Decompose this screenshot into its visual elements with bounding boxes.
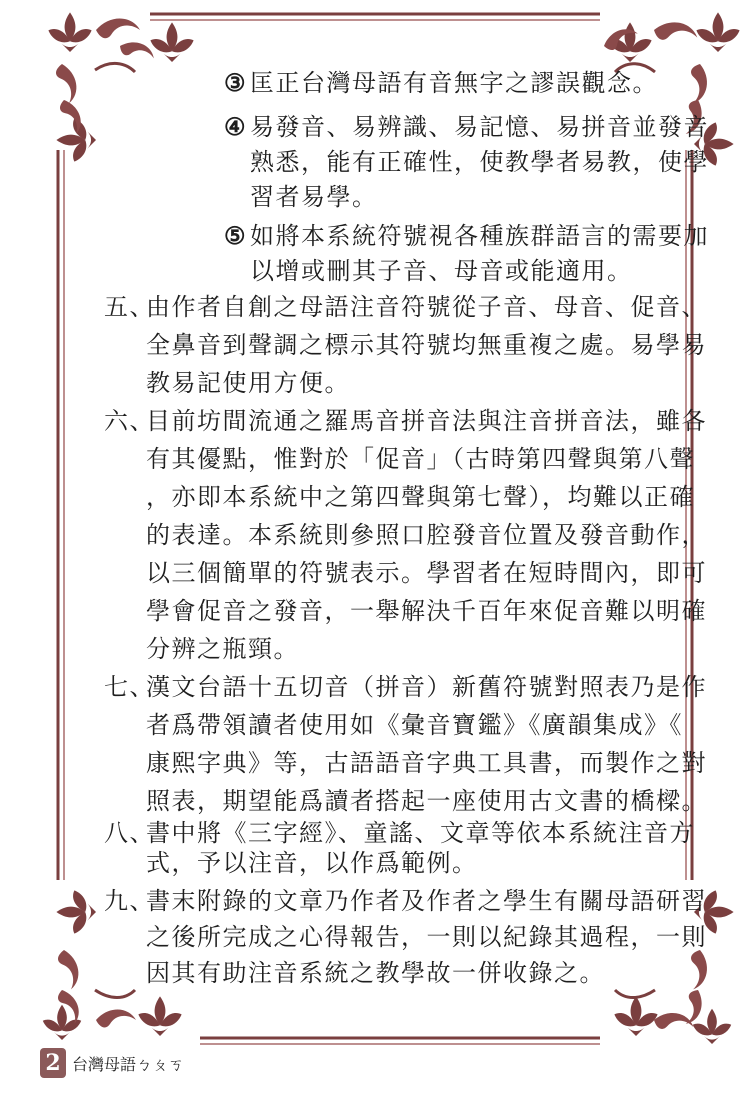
sub-item-line: 熟悉，能有正確性，使教學者易教，使學	[250, 148, 709, 176]
item-marker: 八、	[104, 819, 155, 847]
item-line: 教易記使用方便。	[146, 369, 350, 397]
item-line: 書中將《三字經》、童謠、文章等依本系統注音方	[146, 819, 695, 847]
sub-item-line: 以增或刪其子音、母音或能適用。	[250, 257, 633, 285]
item-line: 因其有助注音系統之教學故一併收錄之。	[146, 959, 605, 987]
item-line: 由作者自創之母語注音符號從子音、母音、促音、	[146, 293, 707, 321]
item-line: 的表達。本系統則參照口腔發音位置及發音動作，	[146, 521, 707, 549]
book-title: 台灣母語ㄅㄆㄎ	[72, 1054, 185, 1074]
item-line: 全鼻音到聲調之標示其符號均無重複之處。易學易	[146, 331, 707, 359]
item-line: 漢文台語十五切音（拼音）新舊符號對照表乃是作	[146, 673, 707, 701]
item-line: 式，予以注音，以作爲範例。	[146, 849, 478, 877]
item-line: 之後所完成之心得報告，一則以紀錄其過程，一則	[146, 923, 707, 951]
page-footer	[40, 1046, 184, 1080]
sub-item-line: 匡正台灣母語有音無字之謬誤觀念。	[250, 69, 658, 97]
item-line: 書末附錄的文章乃作者及作者之學生有關母語研習	[146, 887, 707, 915]
sub-item-line: 習者易學。	[250, 183, 378, 211]
item-line: 分辨之瓶頸。	[146, 635, 299, 663]
item-line: 學會促音之發音，一舉解決千百年來促音難以明確	[146, 597, 707, 625]
sub-item-line: 如將本系統符號視各種族群語言的需要加	[250, 222, 709, 250]
item-line: 以三個簡單的符號表示。學習者在短時間內，即可	[146, 559, 707, 587]
sub-item-marker: ④	[224, 112, 248, 141]
item-marker: 七、	[104, 673, 155, 701]
item-line: 有其優點，惟對於「促音」（古時第四聲與第八聲	[146, 445, 695, 473]
item-line: 照表，期望能爲讀者搭起一座使用古文書的橋樑。	[146, 787, 707, 815]
item-line: 康熙字典》等，古語語音字典工具書，而製作之對	[146, 749, 707, 777]
sub-item-marker: ③	[224, 68, 248, 97]
item-marker: 九、	[104, 887, 155, 915]
item-line: 目前坊間流通之羅馬音拼音法與注音拼音法，雖各	[146, 407, 707, 435]
item-line: ，亦即本系統中之第四聲與第七聲），均難以正確	[146, 483, 695, 511]
item-marker: 六、	[104, 407, 155, 435]
sub-item-line: 易發音、易辨識、易記憶、易拼音並發音	[250, 113, 709, 141]
sub-item-marker: ⑤	[224, 221, 248, 250]
page-number: 2	[40, 1048, 66, 1078]
item-line: 者爲帶領讀者使用如《彙音寶鑑》《廣韻集成》《	[146, 711, 683, 739]
item-marker: 五、	[104, 293, 155, 321]
